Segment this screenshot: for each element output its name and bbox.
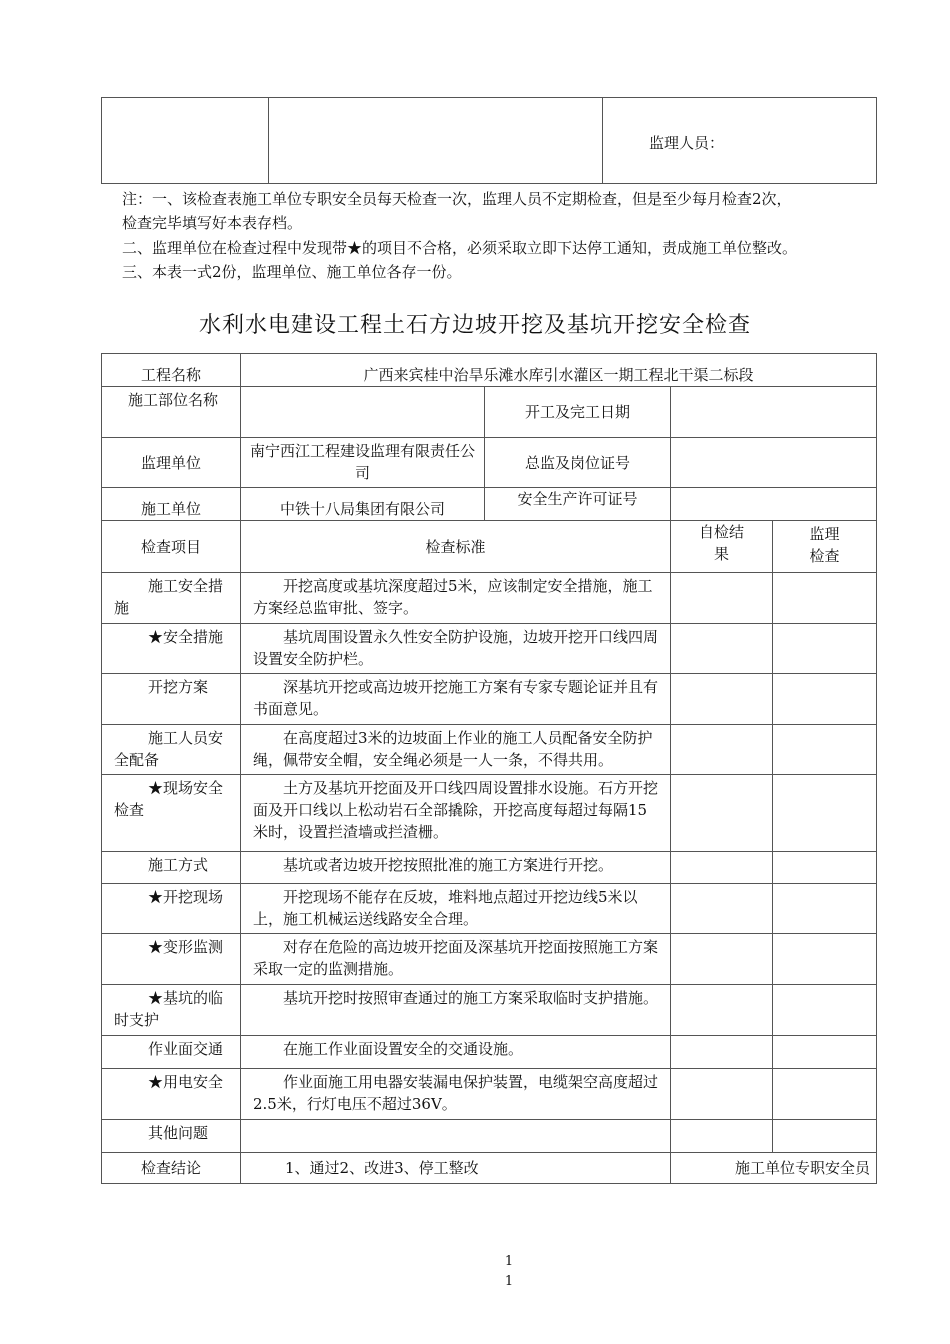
- row-item: 施工安全措施: [102, 573, 241, 624]
- chief-cert-label: 总监及岗位证号: [485, 438, 671, 488]
- table-row: [102, 674, 877, 725]
- inspection-table: [101, 353, 877, 1184]
- table-row: [102, 1069, 877, 1120]
- header-supervision: 监理检查: [773, 521, 877, 573]
- row-item: 开挖方案: [102, 674, 241, 725]
- row-standard: 基坑开挖时按照审查通过的施工方案采取临时支护措施。: [241, 985, 671, 1036]
- row-self-check: [671, 624, 773, 674]
- row-standard: 对存在危险的高边坡开挖面及深基坑开挖面按照施工方案采取一定的监测措施。: [241, 934, 671, 985]
- row-self-check: [671, 674, 773, 725]
- table-row: [102, 852, 877, 884]
- page-title: 水利水电建设工程土石方边坡开挖及基坑开挖安全检查: [198, 313, 751, 338]
- row-self-check: [671, 985, 773, 1036]
- row-supervision: [773, 985, 877, 1036]
- row-self-check: [671, 775, 773, 852]
- project-name-value: 广西来宾桂中治旱乐滩水库引水灌区一期工程北干渠二标段: [241, 354, 877, 387]
- row-supervision: [773, 1036, 877, 1069]
- row-item: ★开挖现场: [102, 884, 241, 934]
- row-supervision: [773, 1120, 877, 1153]
- supervisor-label: 监理人员：: [649, 134, 725, 152]
- signature-cell-1: [102, 98, 269, 184]
- table-row: [102, 985, 877, 1036]
- row-standard: 土方及基坑开挖面及开口线四周设置排水设施。石方开挖面及开口线以上松动岩石全部撬除，开挖高度每超过每隔15米时，设置拦渣墙或拦渣栅。: [241, 775, 671, 852]
- table-row: [102, 1036, 877, 1069]
- row-self-check: [671, 852, 773, 884]
- page-number: 1: [504, 1254, 514, 1269]
- row-self-check: [671, 725, 773, 775]
- row-item: 作业面交通: [102, 1036, 241, 1069]
- contractor-value: 中铁十八局集团有限公司: [241, 488, 485, 521]
- table-row: [102, 573, 877, 624]
- chief-cert-value: [671, 438, 877, 488]
- page-number-repeat: 1: [504, 1274, 514, 1289]
- signature-cell-2: [269, 98, 603, 184]
- table-row: [102, 725, 877, 775]
- row-supervision: [773, 934, 877, 985]
- row-standard: 开挖高度或基坑深度超过5米，应该制定安全措施，施工方案经总监审批、签字。: [241, 573, 671, 624]
- row-item: 施工方式: [102, 852, 241, 884]
- supervisor-cell: [603, 98, 877, 184]
- header-self-check: 自检结果: [671, 521, 773, 573]
- row-self-check: [671, 884, 773, 934]
- row-standard: 在施工作业面设置安全的交通设施。: [241, 1036, 671, 1069]
- row-standard: 开挖现场不能存在反坡，堆料地点超过开挖边线5米以上，施工机械运送线路安全合理。: [241, 884, 671, 934]
- row-supervision: [773, 884, 877, 934]
- note-line-1: 注：一、该检查表施工单位专职安全员每天检查一次，监理人员不定期检查，但是至少每月检查2次，: [122, 190, 792, 208]
- row-supervision: [773, 725, 877, 775]
- row-item: ★现场安全检查: [102, 775, 241, 852]
- part-value: [241, 387, 485, 438]
- row-item: 施工人员安全配备: [102, 725, 241, 775]
- row-self-check: [671, 934, 773, 985]
- license-label: 安全生产许可证号: [485, 488, 671, 521]
- note-line-4: 三、本表一式2份，监理单位、施工单位各存一份。: [122, 263, 462, 281]
- row-self-check: [671, 573, 773, 624]
- row-supervision: [773, 775, 877, 852]
- part-label: 施工部位名称: [102, 387, 241, 438]
- supervisor-unit-label: 监理单位: [102, 438, 241, 488]
- row-self-check: [671, 1120, 773, 1153]
- table-row: [102, 1120, 877, 1153]
- row-item: ★用电安全: [102, 1069, 241, 1120]
- row-standard: 在高度超过3米的边坡面上作业的施工人员配备安全防护绳，佩带安全帽，安全绳必须是一人一条，不得共用。: [241, 725, 671, 775]
- header-item: 检查项目: [102, 521, 241, 573]
- row-supervision: [773, 852, 877, 884]
- dates-value: [671, 387, 877, 438]
- row-item: 其他问题: [102, 1120, 241, 1153]
- supervisor-unit-value: 南宁西江工程建设监理有限责任公司: [241, 438, 485, 488]
- license-value: [671, 488, 877, 521]
- row-standard: 基坑或者边坡开挖按照批准的施工方案进行开挖。: [241, 852, 671, 884]
- row-self-check: [671, 1036, 773, 1069]
- row-standard: 作业面施工用电器安装漏电保护装置，电缆架空高度超过2.5米，行灯电压不超过36V。: [241, 1069, 671, 1120]
- header-standard: 检查标准: [241, 521, 671, 573]
- project-name-label: 工程名称: [102, 354, 241, 387]
- table-row: [102, 934, 877, 985]
- table-row: [102, 884, 877, 934]
- row-standard: 基坑周围设置永久性安全防护设施，边坡开挖开口线四周设置安全防护栏。: [241, 624, 671, 674]
- conclusion-options: 1、通过2、改进3、停工整改: [241, 1153, 671, 1184]
- row-self-check: [671, 1069, 773, 1120]
- conclusion-label: 检查结论: [102, 1153, 241, 1184]
- dates-label: 开工及完工日期: [485, 387, 671, 438]
- row-supervision: [773, 1069, 877, 1120]
- signature-table: [101, 97, 877, 184]
- row-item: ★安全措施: [102, 624, 241, 674]
- row-supervision: [773, 624, 877, 674]
- contractor-label: 施工单位: [102, 488, 241, 521]
- row-supervision: [773, 573, 877, 624]
- conclusion-signer: 施工单位专职安全员: [671, 1153, 877, 1184]
- row-supervision: [773, 674, 877, 725]
- note-line-3: 二、监理单位在检查过程中发现带★的项目不合格，必须采取立即下达停工通知，责成施工单位整改。: [122, 239, 798, 257]
- row-standard: 深基坑开挖或高边坡开挖施工方案有专家专题论证并且有书面意见。: [241, 674, 671, 725]
- table-row: [102, 624, 877, 674]
- note-line-2: 检查完毕填写好本表存档。: [122, 214, 303, 232]
- row-standard: [241, 1120, 671, 1153]
- row-item: ★变形监测: [102, 934, 241, 985]
- row-item: ★基坑的临时支护: [102, 985, 241, 1036]
- table-row: [102, 775, 877, 852]
